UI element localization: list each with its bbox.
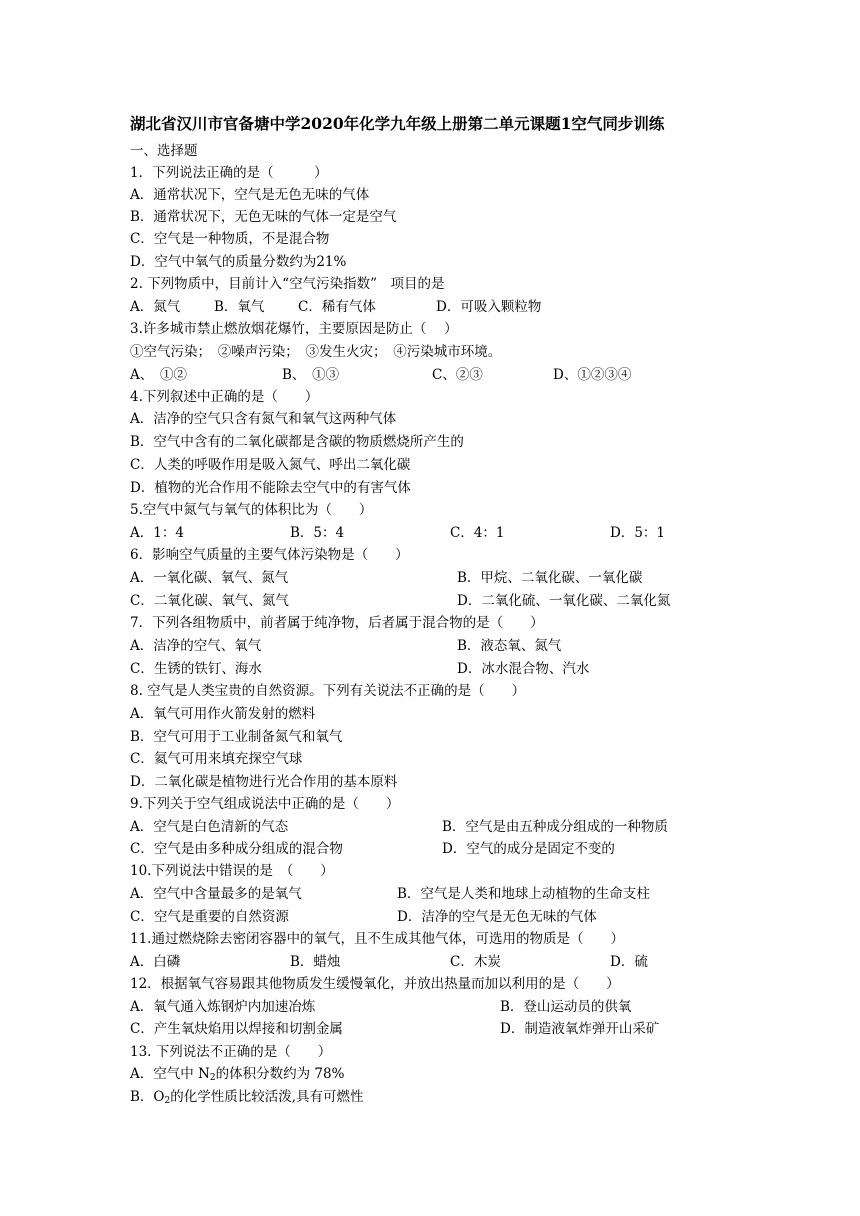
section-heading: 一、选择题: [130, 143, 198, 159]
question-5-option-b: B．5：4: [290, 525, 345, 541]
question-6-option-d: D．二氧化硫、一氧化碳、二氧化氮: [457, 593, 671, 609]
question-11-stem: 11.通过燃烧除去密闭容器中的氧气，且不生成其他气体，可选用的物质是（ ）: [130, 931, 624, 947]
question-12-option-c: C．产生氧炔焰用以焊接和切割金属: [130, 1021, 343, 1037]
question-11-option-b: B．蜡烛: [290, 954, 341, 970]
question-12-options-row1: [130, 996, 770, 1018]
question-13-option-b: [130, 1086, 364, 1108]
question-13-option-a-text-end: 的体积分数约为 78%: [215, 1066, 345, 1082]
question-8-option-b: B．空气可用于工业制备氮气和氧气: [130, 729, 343, 745]
question-8-option-d: D．二氧化碳是植物进行光合作用的基本原料: [130, 774, 398, 790]
question-13-option-b-text-end: 的化学性质比较活泼,具有可燃性: [170, 1089, 364, 1105]
question-9-option-a: A．空气是白色清新的气态: [130, 819, 289, 835]
question-1-stem: 1．下列说法正确的是（ ）: [130, 165, 328, 181]
question-3-option-d: D、①②③④: [553, 367, 632, 383]
question-3-items: ①空气污染； ②噪声污染； ③发生火灾； ④污染城市环境。: [130, 344, 502, 360]
question-1-option-c: C．空气是一种物质，不是混合物: [130, 231, 330, 247]
question-9-stem: 9.下列关于空气组成说法中正确的是（ ）: [130, 796, 400, 812]
question-10-option-b: B．空气是人类和地球上动植物的生命支柱: [397, 886, 650, 902]
question-7-option-d: D．冰水混合物、汽水: [457, 661, 590, 677]
question-11-option-d: D．硫: [610, 954, 648, 970]
question-6-stem: 6．影响空气质量的主要气体污染物是（ ）: [130, 547, 409, 563]
question-13-option-a-subscript: 2: [209, 1073, 216, 1083]
question-3-option-c: C、②③: [432, 367, 483, 383]
question-13-option-a-text: A．空气中 N: [130, 1066, 210, 1082]
question-5-option-c: C．4：1: [450, 525, 505, 541]
question-11-options: [130, 951, 770, 973]
question-7-option-b: B．液态氧、氮气: [457, 638, 562, 654]
question-11-option-a: A．白磷: [130, 954, 181, 970]
question-10-option-d: D．洁净的空气是无色无味的气体: [397, 909, 597, 925]
question-12-option-d: D．制造液氧炸弹开山采矿: [500, 1021, 660, 1037]
question-7-option-a: A．洁净的空气、氧气: [130, 638, 262, 654]
question-3-option-b: B、 ①③: [282, 367, 340, 383]
question-2-option-b: B．氧气: [214, 299, 265, 315]
question-4-stem: 4.下列叙述中正确的是（ ）: [130, 389, 319, 405]
question-12-options-row2: [130, 1018, 770, 1040]
question-5-stem: 5.空气中氮气与氧气的体积比为（ ）: [130, 502, 373, 518]
question-8-option-a: A．氧气可用作火箭发射的燃料: [130, 706, 316, 722]
question-9-option-d: D．空气的成分是固定不变的: [442, 841, 615, 857]
question-12-option-a: A．氧气通入炼钢炉内加速冶炼: [130, 999, 316, 1015]
question-2-stem: 2. 下列物质中，目前计入“空气污染指数” 项目的是: [130, 276, 445, 292]
question-7-options-row2: [130, 658, 770, 680]
document-title: 湖北省汉川市官备塘中学2020年化学九年级上册第二单元课题1空气同步训练: [130, 114, 665, 133]
question-3-stem: 3.许多城市禁止燃放烟花爆竹，主要原因是防止（ ）: [130, 321, 458, 337]
question-13-option-b-text: B．O: [130, 1089, 165, 1105]
question-6-options-row2: [130, 590, 770, 612]
question-10-option-a: A．空气中含量最多的是氧气: [130, 886, 302, 902]
question-9-options-row1: [130, 816, 770, 838]
question-12-option-b: B．登山运动员的供氧: [500, 999, 632, 1015]
question-3-option-a: A、 ①②: [130, 367, 187, 383]
question-8-stem: 8. 空气是人类宝贵的自然资源。下列有关说法不正确的是（ ）: [130, 683, 526, 699]
question-1-option-b: B．通常状况下，无色无味的气体一定是空气: [130, 209, 397, 225]
question-2-options: [130, 296, 770, 318]
question-6-option-b: B．甲烷、二氧化碳、一氧化碳: [457, 570, 643, 586]
question-4-option-c: C．人类的呼吸作用是吸入氮气、呼出二氧化碳: [130, 457, 411, 473]
question-2-option-a: A．氮气: [130, 299, 181, 315]
question-3-options: [130, 364, 770, 386]
question-10-options-row1: [130, 883, 770, 905]
question-6-option-c: C．二氧化碳、氧气、氮气: [130, 593, 289, 609]
question-13-option-a: [130, 1063, 344, 1085]
question-5-option-d: D．5：1: [610, 525, 666, 541]
question-9-options-row2: [130, 838, 770, 860]
question-4-option-d: D．植物的光合作用不能除去空气中的有害气体: [130, 480, 411, 496]
question-5-options: [130, 522, 770, 544]
question-4-option-b: B．空气中含有的二氧化碳都是含碳的物质燃烧所产生的: [130, 434, 464, 450]
question-7-options-row1: [130, 635, 770, 657]
question-8-option-c: C．氦气可用来填充探空气球: [130, 751, 303, 767]
question-7-option-c: C．生锈的铁钉、海水: [130, 661, 262, 677]
question-13-option-b-subscript: 2: [164, 1096, 171, 1106]
question-9-option-b: B．空气是由五种成分组成的一种物质: [442, 819, 668, 835]
question-5-option-a: A．1：4: [130, 525, 184, 541]
question-1-option-d: D．空气中氧气的质量分数约为21%: [130, 254, 347, 270]
question-12-stem: 12．根据氧气容易跟其他物质发生缓慢氧化，并放出热量而加以利用的是（ ）: [130, 976, 620, 992]
question-9-option-c: C．空气是由多种成分组成的混合物: [130, 841, 343, 857]
question-4-option-a: A．洁净的空气只含有氮气和氧气这两种气体: [130, 411, 397, 427]
question-2-option-c: C．稀有气体: [298, 299, 376, 315]
question-1-option-a: A．通常状况下，空气是无色无味的气体: [130, 187, 370, 203]
question-10-stem: 10.下列说法中错误的是 （ ）: [130, 863, 334, 879]
question-7-stem: 7．下列各组物质中，前者属于纯净物，后者属于混合物的是（ ）: [130, 615, 544, 631]
question-10-options-row2: [130, 906, 770, 928]
question-13-stem: 13. 下列说法不正确的是（ ）: [130, 1044, 332, 1060]
question-6-option-a: A．一氧化碳、氧气、氮气: [130, 570, 289, 586]
question-6-options-row1: [130, 567, 770, 589]
question-2-option-d: D．可吸入颗粒物: [436, 299, 542, 315]
question-10-option-c: C．空气是重要的自然资源: [130, 909, 289, 925]
question-11-option-c: C．木炭: [450, 954, 501, 970]
